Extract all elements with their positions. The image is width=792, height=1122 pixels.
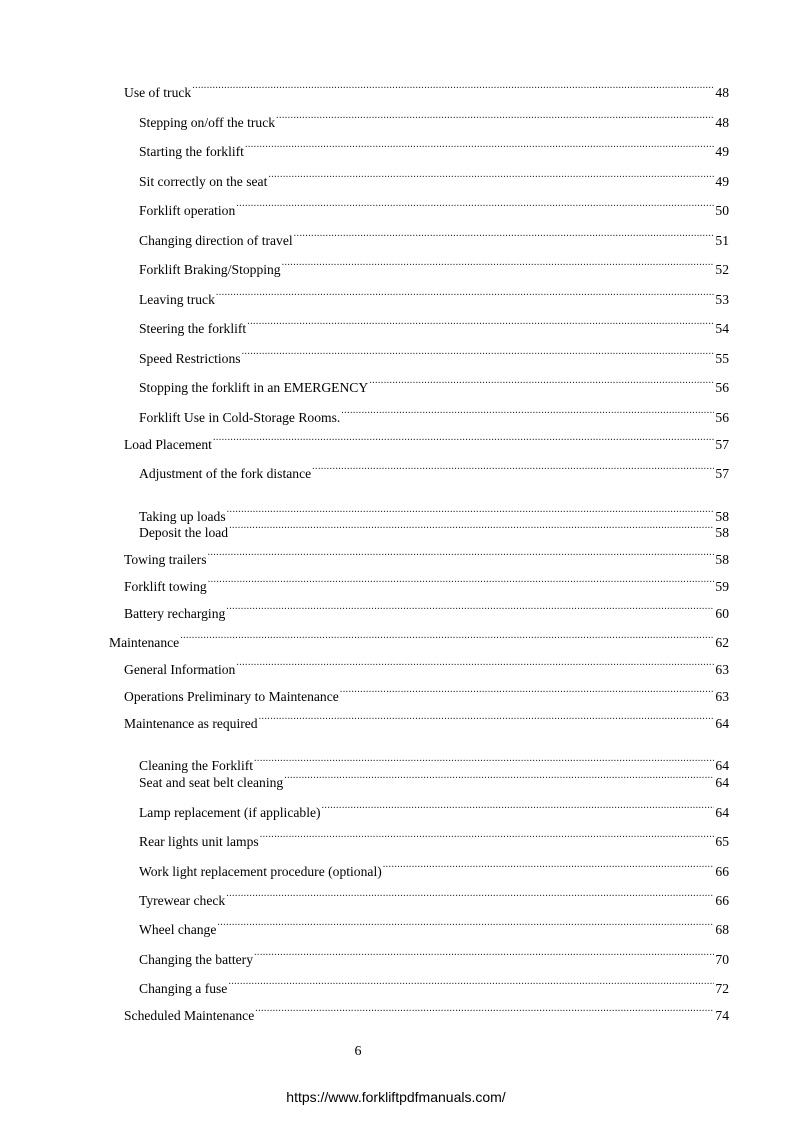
page-number: 6: [354, 1044, 362, 1059]
toc-entry: [139, 168, 729, 189]
dot-leader: [276, 109, 714, 127]
toc-entry-page: 65: [715, 834, 729, 849]
toc-entry-label: Deposit the load: [139, 525, 229, 540]
toc-entry: [139, 197, 729, 218]
dot-leader: [245, 138, 714, 156]
dot-leader: [312, 460, 714, 478]
dot-leader: [228, 975, 714, 993]
toc-entry: [124, 546, 729, 567]
dot-leader: [226, 887, 714, 905]
toc-entry-label: Speed Restrictions: [139, 351, 241, 366]
toc-entry: [139, 799, 729, 820]
toc-entry-page: 72: [715, 981, 729, 996]
dot-leader: [383, 858, 715, 876]
toc-entry: [139, 460, 729, 481]
toc-entry-page: 50: [715, 203, 729, 218]
toc-entry-page: 64: [715, 775, 729, 790]
toc-entry: [124, 710, 729, 731]
toc-entry-label: General Information: [124, 662, 236, 677]
toc-entry-page: 68: [715, 922, 729, 937]
toc-entry-label: Taking up loads: [139, 509, 226, 524]
dot-leader: [294, 227, 715, 245]
toc-entry-page: 55: [715, 351, 729, 366]
toc-entry: [124, 573, 729, 594]
dot-leader: [180, 629, 714, 647]
toc-entry-label: Use of truck: [124, 85, 192, 100]
toc-entry: [139, 916, 729, 937]
toc-entry-page: 63: [715, 689, 729, 704]
toc-entry-page: 56: [715, 380, 729, 395]
toc-entry-label: Operations Preliminary to Maintenance: [124, 689, 339, 704]
toc-entry: [139, 315, 729, 336]
toc-entry-page: 63: [715, 662, 729, 677]
toc-entry-label: Seat and seat belt cleaning: [139, 775, 284, 790]
toc-entry: [139, 887, 729, 908]
toc-entry-label: Forklift towing: [124, 579, 207, 594]
toc-entry-label: Wheel change: [139, 922, 217, 937]
dot-leader: [247, 315, 714, 333]
toc-entry-page: 58: [715, 552, 729, 567]
toc-entry: [139, 345, 729, 366]
footer-url[interactable]: https://www.forkliftpdfmanuals.com/: [286, 1089, 506, 1105]
toc-entry-label: Battery recharging: [124, 606, 226, 621]
toc-entry: [139, 769, 729, 790]
toc-entry-label: Sit correctly on the seat: [139, 174, 268, 189]
toc-entry: [139, 404, 729, 425]
dot-leader: [322, 799, 715, 817]
toc-entry: [139, 519, 729, 540]
dot-leader: [260, 828, 715, 846]
toc-entry-label: Steering the forklift: [139, 321, 247, 336]
dot-leader: [369, 374, 714, 392]
toc-entry-page: 66: [715, 864, 729, 879]
toc-entry-label: Rear lights unit lamps: [139, 834, 259, 849]
toc-entry-page: 51: [715, 233, 729, 248]
dot-leader: [213, 431, 714, 449]
toc-entry: [139, 828, 729, 849]
toc-entry-label: Forklift Use in Cold-Storage Rooms.: [139, 410, 341, 425]
dot-leader: [242, 345, 715, 363]
dot-leader: [226, 600, 714, 618]
toc-entry-page: 48: [715, 115, 729, 130]
toc-entry-page: 60: [715, 606, 729, 621]
dot-leader: [341, 404, 714, 422]
toc-entry-page: 64: [715, 805, 729, 820]
dot-leader: [236, 656, 714, 674]
toc-entry-page: 48: [715, 85, 729, 100]
toc-entry-label: Changing the battery: [139, 952, 254, 967]
toc-entry-page: 56: [715, 410, 729, 425]
toc-entry-page: 57: [715, 466, 729, 481]
toc-entry: [109, 629, 729, 650]
toc-entry-page: 70: [715, 952, 729, 967]
toc-entry: [124, 1002, 729, 1023]
toc-entry-page: 59: [715, 579, 729, 594]
dot-leader: [217, 916, 714, 934]
toc-entry-label: Lamp replacement (if applicable): [139, 805, 321, 820]
toc-entry-page: 49: [715, 174, 729, 189]
toc-entry-label: Stopping the forklift in an EMERGENCY: [139, 380, 369, 395]
toc-entry-page: 54: [715, 321, 729, 336]
toc-entry: [139, 256, 729, 277]
toc-entry-page: 64: [715, 758, 729, 773]
toc-entry: [139, 374, 729, 395]
toc-entry-label: Cleaning the Forklift: [139, 758, 254, 773]
toc-entry-label: Scheduled Maintenance: [124, 1008, 255, 1023]
toc-entry-page: 58: [715, 525, 729, 540]
toc-entry: [124, 683, 729, 704]
toc-entry-label: Load Placement: [124, 437, 212, 452]
toc-entry-label: Changing direction of travel: [139, 233, 293, 248]
toc-entry-page: 74: [715, 1008, 729, 1023]
toc-entry-label: Forklift operation: [139, 203, 236, 218]
toc-entry-page: 66: [715, 893, 729, 908]
toc-entry: [139, 109, 729, 130]
dot-leader: [255, 1002, 714, 1020]
dot-leader: [207, 546, 714, 564]
dot-leader: [216, 286, 715, 304]
toc-entry-page: 57: [715, 437, 729, 452]
toc-entry-page: 49: [715, 144, 729, 159]
dot-leader: [254, 752, 714, 770]
dot-leader: [340, 683, 715, 701]
toc-entry-label: Maintenance: [109, 635, 180, 650]
toc-entry-label: Tyrewear check: [139, 893, 226, 908]
toc-entry-label: Leaving truck: [139, 292, 215, 307]
toc-entry: [124, 431, 729, 452]
toc-entry: [139, 138, 729, 159]
toc-entry-page: 62: [715, 635, 729, 650]
toc-entry: [124, 79, 729, 100]
toc-entry-page: 52: [715, 262, 729, 277]
toc-entry-label: Forklift Braking/Stopping: [139, 262, 281, 277]
toc-entry-label: Work light replacement procedure (optional): [139, 864, 382, 879]
toc-entry: [139, 858, 729, 879]
toc-entry: [139, 227, 729, 248]
dot-leader: [208, 573, 715, 591]
toc-entry-label: Towing trailers: [124, 552, 207, 567]
dot-leader: [282, 256, 715, 274]
toc-entry: [139, 946, 729, 967]
toc-entry-label: Stepping on/off the truck: [139, 115, 276, 130]
dot-leader: [259, 710, 715, 728]
toc-entry-label: Starting the forklift: [139, 144, 244, 159]
toc-entry-page: 58: [715, 509, 729, 524]
dot-leader: [254, 946, 714, 964]
toc-entry: [124, 600, 729, 621]
toc-entry-label: Maintenance as required: [124, 716, 258, 731]
dot-leader: [236, 197, 714, 215]
toc-entry-page: 64: [715, 716, 729, 731]
toc-entry: [124, 656, 729, 677]
toc-entry-label: Adjustment of the fork distance: [139, 466, 312, 481]
toc-entry: [139, 975, 729, 996]
toc-entry-page: 53: [715, 292, 729, 307]
dot-leader: [192, 79, 714, 97]
toc-entry: [139, 286, 729, 307]
dot-leader: [268, 168, 714, 186]
dot-leader: [284, 769, 714, 787]
toc-entry-label: Changing a fuse: [139, 981, 228, 996]
dot-leader: [229, 519, 714, 537]
toc-entry: [139, 752, 729, 773]
